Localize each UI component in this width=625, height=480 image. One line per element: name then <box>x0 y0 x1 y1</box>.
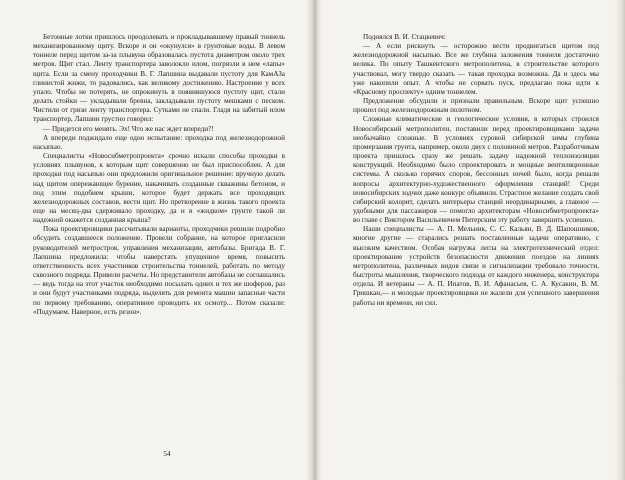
paragraph: А впереди поджидало еще одно испытание: проходка под железнодорожной насыпью. <box>33 133 285 151</box>
paragraph: Поднялся В. И. Стацкевич: <box>363 33 446 41</box>
page-edge-shadow <box>615 0 625 480</box>
paragraph: Наши специалисты — А. П. Мельник, С. С. Кальян, В. Д. Шапошников, многие другие — старались решать поставленные задачи оперативно, с высоким качеством. Особая нагрузка легла на электротехнический отдел: проектирование устройств безопасности движения поездов на линиях метрополитена, различных видов связи и сигнализации требовало точности, быстроты мышления, творческого подхода от каждого инженера, конструктора отдела. И ветераны — А. П. Ипатов, В. И. Афанасьев, С. А. Кусакин, В. М. Гришкан,— и молодые проектировщики не жалели для успешного завершения работы ни времени, ни сил. <box>353 225 599 307</box>
paragraph: Пока проектировщики рассчитывали варианты, проходчики решили подробно обсудить создавшееся положение. Провели собрание, на которое пригласили руководителей метростроя, управления механизации, автобазы. Бригада В. Г. Лапшина предложила: чтобы наверстать упущенное время, повысить ответственность всех участников строительства тоннелей, работать по методу сквозного подряда. Привели расчеты. Но представители автобазы не соглашались — ведь тогда на этот участок необходимо посылать одних и тех же шоферов, раз и они будут участниками подряда, выделять для ремонта машин запасные части по первому требованию, оперативнее проводить их осмотр... Потом сказали: «Подумаем. Наверное, есть резон». <box>33 225 285 316</box>
paragraph: — А если рискнуть — осторожно вести продвигаться щитом под железнодорожной насыпью. Все же глубина заложения тоннеля достаточно велика. По опыту Ташкентского метрополитена, в строительстве которого участвовал, могу твердо сказать — такая проходка возможна. Да и здесь мы уже накопили опыт. А чтобы не сорвать пуск, предлагаю пока идти к «Красному проспекту» одним тоннелем. <box>353 42 599 96</box>
left-page-text <box>33 33 285 317</box>
paragraph: — Придется его менять. Эх! Что же нас ждет впереди?! <box>43 124 214 133</box>
right-page <box>313 0 625 480</box>
paragraph: Сложные климатические и геологические условия, в которых строился Новосибирский метрополитен, поставили перед проектировщиками задачи необычайно сложные. В условиях суровой сибирской зимы глубина промерзания грунта, например, около двух с половиной метров. Разработчикам проекта пришлось сразу же решать задачу надежной теплоизоляции конструкций. Необходимо было спроектировать и мощные вентиляционные системы. А сколько горячих споров, бессонных ночей было, когда решали вопросы архитектурно-художественного оформления станций! Среди новосибирских зодчих даже конкурс объявили. Страстное желание создать свой сибирский колорит, сделать интерьеры станций неординарными, а главное — удобными для пассажиров — помогло архитекторам «Новосибметропроекта» во главе с Виктором Васильевичем Питерским эту работу завершить успешно. <box>353 115 599 225</box>
book-gutter <box>306 0 322 480</box>
page-number: 54 <box>163 449 171 458</box>
right-page-text <box>353 33 599 308</box>
paragraph: Специалисты «Новосибметропроекта» срочно искали способы проходки в условиях плывунов, к которым щит совершенно не был приспособлен. А для проходки под насыпью они предложили оригинальное решение: вручную делать над щитом опережающее бурение, накачивать созданные скважины бетоном, и под этим подобием крыши, которое будет держать все проходящих железнодорожных составов, вести щит. Но претворение в жизнь такого проекта еще на месяц-два сдерживало проходку, да и в «жидком» грунте такой ли надежной окажется созданная крыша? <box>33 152 285 225</box>
paragraph: Предложение обсудили и признали правильным. Вскоре щит успешно прошел под железнодорожным полотном. <box>353 97 599 115</box>
paragraph: Бетонные лотки пришлось преодолевать и прокладывавшему правый тоннель механизированному щиту. Вскоре и он «окунулся» в грунтовые воды. В левом тоннеле перед щитом за-за плывуна образовалась пустота диаметром около трех метров. Щит стал. Ленту транспортера заволокло илом, погрязли в нем «лапы» щита. Если за смену проходчики В. Г. Лапшина выдавали пустоту для КамАЗа глинистой жижи, то радовались, как великому достижению. Настроение у всех упало. Чтобы не потерять, не опрокинуть в появившуюся пустоту щит, стали делать стойки — укладывали бревна, закладывали пустоту мешками с песком. Чистили от грязи ленту транспортера. Сутками не спали. Гладя на забитый илом транспортер, Лапшин грустно говорил: <box>33 33 285 124</box>
